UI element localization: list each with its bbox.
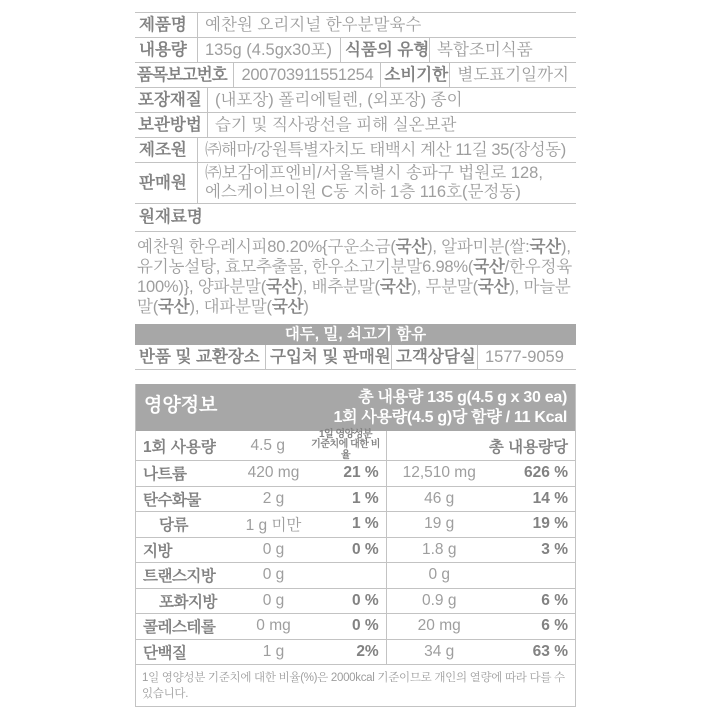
customer-service-label: 고객상담실: [392, 345, 478, 369]
total-percent: 626 %: [524, 464, 568, 482]
total-value: 46 g: [424, 489, 455, 507]
origin-domestic: 국산: [477, 278, 510, 296]
nutrient-name: 나트륨: [143, 466, 187, 484]
allergen-banner: 대두, 밀, 쇠고기 함유: [135, 324, 576, 345]
total-value: 0 g: [428, 566, 450, 584]
ingredient-segment: ): [303, 298, 309, 316]
serving-size-label: 1회 사용량: [143, 438, 216, 456]
nutrition-title: 영양정보: [144, 395, 218, 416]
serving-value: 1 g 미만: [245, 517, 302, 535]
nutrient-row-trans-fat: [136, 563, 575, 589]
nutrient-row-fat: [136, 538, 575, 564]
seller-label: 판매원: [135, 163, 198, 203]
nutrition-per-serving-kcal: 1회 사용량(4.5 g)당 함량 / 11 Kcal: [333, 408, 567, 426]
total-value: 20 mg: [417, 617, 461, 635]
total-percent: 14 %: [532, 489, 568, 507]
total-percent: 63 %: [532, 642, 568, 660]
storage-value: 습기 및 직사광선을 피해 실온보관: [215, 115, 457, 134]
manufacturer-label: 제조원: [135, 138, 198, 162]
serving-size-amount: 4.5 g: [250, 436, 285, 454]
manufacturer-value: ㈜해마/강원특별자치도 태백시 계산 11길 35(장성동): [205, 140, 566, 159]
serving-value: 420 mg: [247, 464, 300, 482]
nutrient-name: 포화지방: [159, 593, 217, 611]
total-content-column-label: 총 내용량당: [488, 438, 568, 456]
nutrient-row-carbohydrate: [136, 487, 575, 513]
serving-value: 1 g: [262, 642, 285, 660]
nutrition-footnote: 1일 영양성분 기준치에 대한 비율(%)은 2000kcal 기준이므로 개인의 열량에 따라 다를 수 있습니다.: [142, 672, 565, 700]
ingredients-title: 원재료명: [139, 208, 203, 227]
row-returns: [135, 345, 576, 370]
ingredient-segment: ), 마늘분말(: [137, 278, 571, 316]
report-number-value: 200703911551254: [234, 63, 381, 87]
net-content-label: 내용량: [135, 38, 198, 62]
total-value: 34 g: [424, 642, 455, 660]
serving-header-group: [136, 428, 386, 461]
product-label: [135, 12, 576, 707]
customer-service-phone: 1577-9059: [485, 347, 564, 366]
serving-value: 0 g: [262, 540, 285, 558]
storage-label: 보관방법: [135, 113, 208, 137]
packaging-label: 포장재질: [135, 88, 208, 112]
origin-domestic: 국산: [473, 258, 505, 276]
product-name-value: 예찬원 오리지널 한우분말육수: [205, 15, 422, 34]
total-percent: 3 %: [541, 540, 568, 558]
origin-domestic: 국산: [529, 238, 562, 256]
food-type-value: 복합조미식품: [437, 40, 533, 59]
report-number-label: 품목보고번호: [135, 63, 234, 87]
nutrient-name: 당류: [159, 517, 188, 535]
serving-percent: 0 %: [352, 617, 379, 635]
seller-value: [198, 163, 576, 203]
expiry-label: 소비기한: [381, 63, 450, 87]
returns-label: 반품 및 교환장소: [135, 345, 266, 369]
row-ingredients-header: [135, 204, 576, 232]
nutrient-row-sodium: [136, 461, 575, 487]
returns-place-value: 구입처 및 판매원: [266, 345, 392, 369]
ingredients-text: [135, 232, 576, 324]
serving-value: 0 g: [262, 566, 285, 584]
total-percent: 6 %: [541, 591, 568, 609]
row-report-number: [135, 63, 576, 88]
product-info-table: [135, 12, 576, 232]
nutrition-total-content: 총 내용량 135 g(4.5 g x 30 ea): [358, 389, 567, 406]
serving-value: 2 g: [262, 489, 285, 507]
serving-percent: 0 %: [352, 540, 379, 558]
origin-domestic: 국산: [266, 278, 298, 296]
nutrient-name: 탄수화물: [143, 491, 201, 509]
nutrition-table: [135, 384, 576, 707]
product-name-label: 제품명: [135, 13, 198, 37]
net-content-value: 135g (4.5gx30포): [198, 38, 341, 62]
row-storage: [135, 113, 576, 138]
ingredient-segment: /한우정육100%)}, 양파분말(: [137, 258, 573, 296]
serving-value: 0 g: [262, 591, 285, 609]
serving-percent: 1 %: [352, 489, 379, 507]
serving-percent: 0 %: [352, 591, 379, 609]
row-product-name: [135, 13, 576, 38]
origin-domestic: 국산: [395, 238, 428, 256]
seller-address-line1: ㈜보감에프엔비/서울특별시 송파구 법원로 128,: [205, 164, 543, 182]
daily-value-column-label: [308, 430, 385, 462]
origin-domestic: 국산: [379, 278, 412, 296]
ingredient-segment: 예찬원 한우레시피80.20%{구운소금(: [137, 238, 396, 256]
nutrient-row-cholesterol: [136, 614, 575, 640]
row-packaging: [135, 88, 576, 113]
ingredient-segment: ), 알파미분(쌀:: [427, 238, 530, 256]
nutrient-name: 트랜스지방: [143, 568, 216, 586]
total-value: 12,510 mg: [402, 464, 476, 482]
ingredient-segment: ), 유기농설탕, 효모추출물, 한우소고기분말6.98%(: [137, 238, 571, 276]
seller-address-line2: 에스케이브이원 C동 지하 1층 116호(문정동): [205, 183, 521, 201]
total-value: 0.9 g: [421, 591, 457, 609]
total-value: 1.8 g: [421, 540, 457, 558]
serving-percent: 1 %: [352, 515, 379, 533]
origin-domestic: 국산: [271, 298, 304, 316]
origin-domestic: 국산: [158, 298, 190, 316]
serving-percent: 2%: [356, 642, 379, 660]
nutrient-row-sugars: [136, 512, 575, 538]
serving-value: 0 mg: [256, 617, 291, 635]
nutrition-header: [136, 384, 575, 431]
daily-value-label-line1: 1일 영양성분: [318, 428, 373, 440]
expiry-value: 별도표기일까지: [457, 65, 569, 84]
row-manufacturer: [135, 138, 576, 163]
row-net-content: [135, 38, 576, 63]
serving-percent: 21 %: [343, 464, 379, 482]
nutrient-name: 콜레스테롤: [143, 619, 216, 637]
food-type-label: 식품의 유형: [341, 38, 430, 62]
nutrient-row-saturated-fat: [136, 589, 575, 615]
daily-value-label-line2: 기준치에 대한 비율: [311, 439, 380, 461]
nutrient-row-protein: [136, 640, 575, 666]
total-percent: 19 %: [532, 515, 568, 533]
nutrient-name: 지방: [143, 542, 172, 560]
packaging-value: (내포장) 폴리에틸렌, (외포장) 종이: [215, 90, 463, 109]
ingredient-segment: ), 배추분말(: [297, 278, 380, 296]
ingredient-segment: ), 대파분말(: [189, 298, 272, 316]
row-seller: [135, 163, 576, 204]
nutrition-column-header: [136, 428, 575, 461]
nutrition-total-summary: [334, 388, 568, 427]
ingredient-segment: ), 무분말(: [411, 278, 478, 296]
total-header-group: [386, 431, 575, 460]
nutrient-name: 단백질: [143, 644, 187, 662]
total-value: 19 g: [424, 515, 455, 533]
total-percent: 6 %: [541, 617, 568, 635]
